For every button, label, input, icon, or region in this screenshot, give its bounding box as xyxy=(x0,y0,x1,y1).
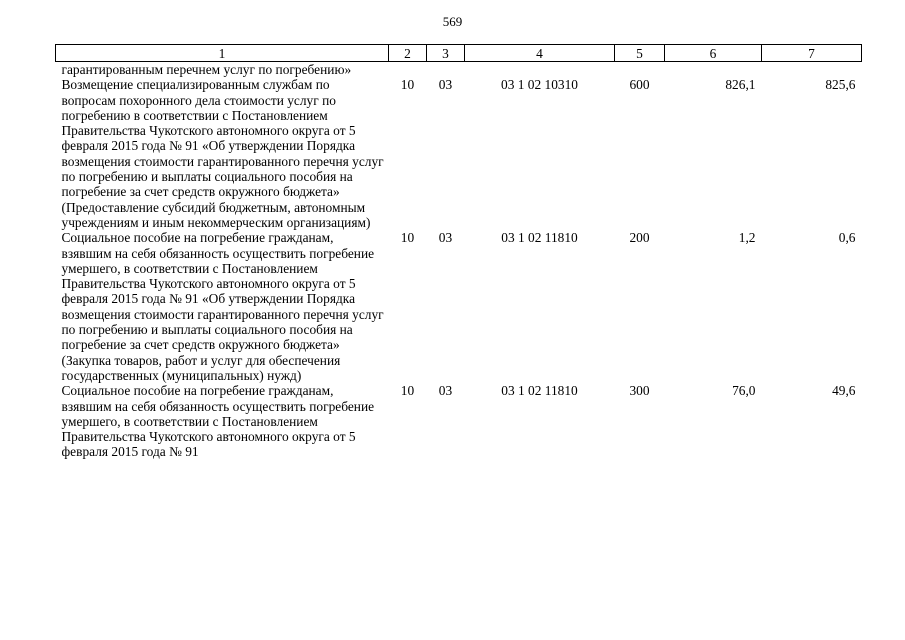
subsection-code: 03 xyxy=(438,77,453,93)
section-code xyxy=(389,62,427,78)
executed-amount: 0,6 xyxy=(838,230,856,246)
executed-amount xyxy=(762,62,862,78)
column-header: 6 xyxy=(665,45,762,62)
section-code: 10 xyxy=(400,230,415,246)
planned-amount: 1,2 xyxy=(738,230,756,246)
column-header: 5 xyxy=(615,45,665,62)
expense-type-code: 600 xyxy=(629,77,650,93)
executed-amount: 49,6 xyxy=(832,383,856,399)
subsection-code: 03 xyxy=(438,230,453,246)
table-header-row xyxy=(56,45,862,62)
expense-type-code xyxy=(615,62,665,78)
row-description: Возмещение специализированным службам по вопросам похоронного дела стоимости услуг по погребению в соответствии с Постановлением Правительства Чукотского автономного округа от 5 февраля 2015 года № 91 «Об утверждении Порядка возмещения стоимости гарантированного перечня услуг по погребению и выплаты социального пособия на погребение за счет средств окружного бюджета» (Предоставление субсидий бюджетным, автономным учреждениям и иным некоммерческим организациям) xyxy=(61,77,384,230)
column-header: 2 xyxy=(389,45,427,62)
table-row xyxy=(56,383,862,459)
expense-type-code: 300 xyxy=(629,383,650,399)
section-code: 10 xyxy=(400,77,415,93)
executed-amount: 825,6 xyxy=(825,77,856,93)
expense-type-code: 200 xyxy=(629,230,650,246)
column-header: 1 xyxy=(56,45,389,62)
page-number: 569 xyxy=(442,14,463,29)
row-description: гарантированным перечнем услуг по погребению» xyxy=(61,62,352,77)
row-description: Социальное пособие на погребение гражданам, взявшим на себя обязанность осуществить погребение умершего, в соответствии с Постановлением Правительства Чукотского автономного округа от 5 февраля 2015 года № 91 xyxy=(61,383,375,460)
target-article-code xyxy=(465,62,615,78)
planned-amount xyxy=(665,62,762,78)
column-header: 3 xyxy=(427,45,465,62)
column-header: 7 xyxy=(762,45,862,62)
subsection-code xyxy=(427,62,465,78)
target-article-code: 03 1 02 10310 xyxy=(501,77,578,93)
planned-amount: 76,0 xyxy=(732,383,756,399)
section-code: 10 xyxy=(400,383,415,399)
table-row xyxy=(56,230,862,383)
row-description: Социальное пособие на погребение гражданам, взявшим на себя обязанность осуществить погребение умершего, в соответствии с Постановлением Правительства Чукотского автономного округа от 5 февраля 2015 года № 91 «Об утверждении Порядка возмещения стоимости гарантированного перечня услуг по погребению и выплаты социального пособия на погребение за счет средств окружного бюджета» (Закупка товаров, работ и услуг для обеспечения государственных (муниципальных) нужд) xyxy=(61,230,384,383)
budget-table xyxy=(55,44,862,460)
target-article-code: 03 1 02 11810 xyxy=(501,230,578,246)
target-article-code: 03 1 02 11810 xyxy=(501,383,578,399)
table-row xyxy=(56,62,862,78)
planned-amount: 826,1 xyxy=(725,77,756,93)
table-row xyxy=(56,77,862,230)
column-header: 4 xyxy=(465,45,615,62)
subsection-code: 03 xyxy=(438,383,453,399)
